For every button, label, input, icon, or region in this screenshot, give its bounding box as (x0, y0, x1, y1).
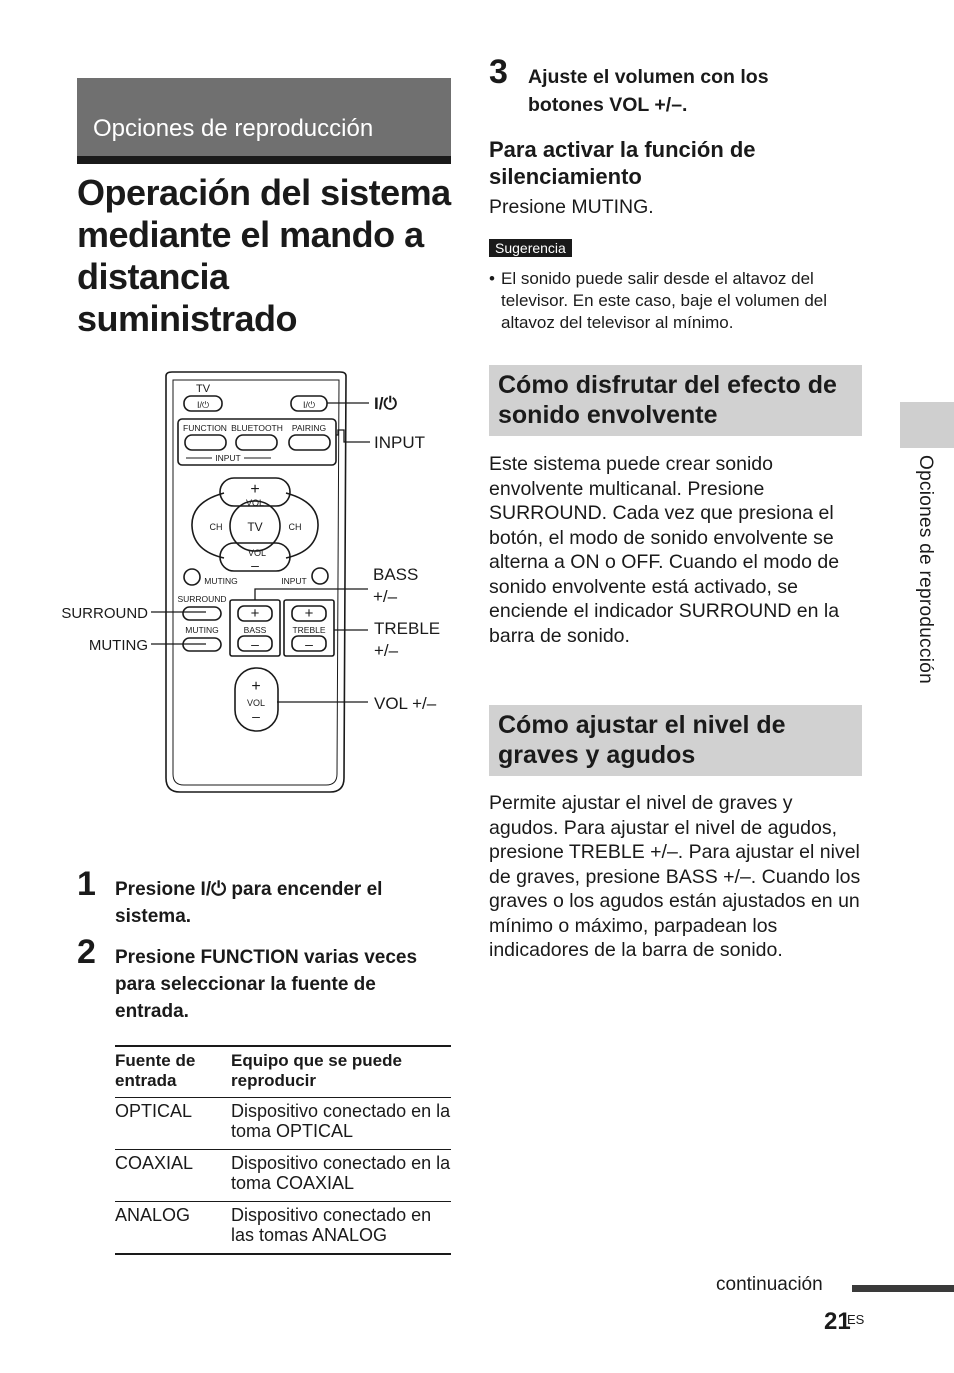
step-3-text: Ajuste el volumen con los botones VOL +/–. (528, 66, 769, 116)
remote-illustration (61, 368, 456, 808)
function-label: FUNCTION (183, 423, 227, 433)
surround-heading-box (489, 365, 862, 436)
vol2-minus-sign: – (252, 708, 260, 724)
bar-power-label: I/⏻ (302, 400, 316, 410)
bass-heading-box (489, 705, 862, 776)
muting-heading: Para activar la función de silenciamiento (489, 137, 756, 189)
vol2-plus-sign: + (251, 678, 261, 695)
input-group-label: INPUT (215, 453, 241, 463)
remote-control-diagram (61, 368, 456, 808)
ch-left-label: CH (209, 522, 223, 532)
callout-input: INPUT (374, 433, 425, 452)
muting-text: Presione MUTING. (489, 196, 654, 218)
continuation-label: continuación (716, 1274, 823, 1295)
callout-treble-sign: +/– (374, 641, 399, 660)
table-cell-device: Dispositivo conectado en la toma OPTICAL (231, 1098, 451, 1150)
side-label: Opciones de reproducción (915, 455, 936, 685)
bass-heading: Cómo ajustar el nivel de graves y agudos (498, 711, 786, 769)
callout-muting: MUTING (88, 637, 148, 654)
table-cell-source: OPTICAL (115, 1098, 231, 1150)
pairing-label: PAIRING (291, 423, 327, 433)
callout-surround: SURROUND (61, 605, 148, 622)
banner-rule (77, 156, 451, 164)
input-round-button (312, 568, 328, 584)
step-1-number: 1 (77, 865, 96, 903)
table-cell-source: ANALOG (115, 1202, 231, 1255)
muting-top-label: MUTING (204, 576, 238, 586)
tv-center-label: TV (247, 520, 263, 534)
callout-bass: BASS (373, 565, 419, 584)
treble-label: TREBLE (292, 625, 326, 635)
function-button (185, 435, 226, 450)
table-header-device: Equipo que se puede reproducir (231, 1046, 451, 1098)
step-2-text: Presione FUNCTION varias veces para seleccionar la fuente de entrada. (115, 947, 418, 1022)
bluetooth-button (236, 435, 277, 450)
bluetooth-label: BLUETOOTH (231, 423, 283, 433)
step-1-text: Presione I/⏻ para encender el sistema. (115, 879, 383, 927)
section-banner (77, 78, 451, 156)
muting-round-button (184, 569, 200, 585)
vol-plus-label: + (250, 481, 260, 498)
vol2-label: VOL (246, 698, 266, 708)
table-header-row (115, 1046, 451, 1098)
step-2-number: 2 (77, 933, 96, 971)
input-small-label: INPUT (281, 576, 307, 586)
side-tab (900, 402, 954, 448)
table-row (115, 1098, 451, 1150)
continuation-bar (852, 1285, 954, 1292)
callout-vol: VOL +/– (374, 694, 437, 713)
bass-minus-sign: – (251, 636, 259, 652)
vol-bottom-label: VOL (247, 548, 267, 558)
bullet-icon: • (489, 269, 495, 288)
page-title: Operación del sistema mediante el mando a distancia suministrado (77, 172, 451, 339)
bass-plus-sign: + (250, 605, 260, 622)
table-cell-device: Dispositivo conectado en las tomas ANALOG (231, 1202, 451, 1255)
tip-block (489, 268, 864, 334)
muting-label: MUTING (185, 625, 219, 635)
ch-right-label: CH (288, 522, 302, 532)
surround-heading: Cómo disfrutar del efecto de sonido envolvente (498, 371, 837, 429)
callout-power: I/⏻ (374, 394, 397, 413)
page-number: 21 (824, 1308, 851, 1335)
pairing-button (289, 435, 330, 450)
tip-text: El sonido puede salir desde el altavoz del televisor. En este caso, baje el volumen del altavoz del televisor al mínimo. (501, 269, 828, 332)
tv-label: TV (195, 383, 211, 395)
callout-treble: TREBLE (374, 619, 441, 638)
surround-button (183, 607, 221, 620)
bass-label: BASS (243, 625, 267, 635)
table-cell-source: COAXIAL (115, 1150, 231, 1202)
bass-body: Permite ajustar el nivel de graves y agudos. Para ajustar el nivel de agudos, presione TREBLE +/–. Para ajustar el nivel de graves, presione BASS +/–. Cuando los graves o los agudos están ajustados en un mínimo o máximo, parpadean los indicadores de la barra de sonido. (489, 792, 861, 961)
surround-body: Este sistema puede crear sonido envolvente multicanal. Presione SURROUND. Cada vez que presiona el botón, el modo de sonido envolvente se alterna a ON o OFF. Cuando el modo de sonido envolvente está activado, se enciende el indicador SURROUND en la barra de sonido. (489, 453, 840, 647)
treble-plus-sign: + (304, 605, 314, 622)
table-row (115, 1202, 451, 1255)
surround-label: SURROUND (177, 594, 227, 604)
treble-minus-sign: – (305, 636, 313, 652)
step-3-number: 3 (489, 53, 508, 91)
page-suffix: ES (847, 1312, 865, 1327)
section-banner-label: Opciones de reproducción (93, 115, 374, 142)
callout-bass-sign: +/– (373, 587, 398, 606)
table-row (115, 1150, 451, 1202)
table-cell-device: Dispositivo conectado en la toma COAXIAL (231, 1150, 451, 1202)
vol-top-label: VOL (245, 498, 265, 508)
table-header-source: Fuente de entrada (115, 1046, 231, 1098)
input-source-table (115, 1045, 451, 1255)
tip-badge: Sugerencia (489, 239, 572, 257)
vol-minus-label: – (251, 557, 259, 573)
tv-power-label: I/⏻ (196, 400, 210, 410)
